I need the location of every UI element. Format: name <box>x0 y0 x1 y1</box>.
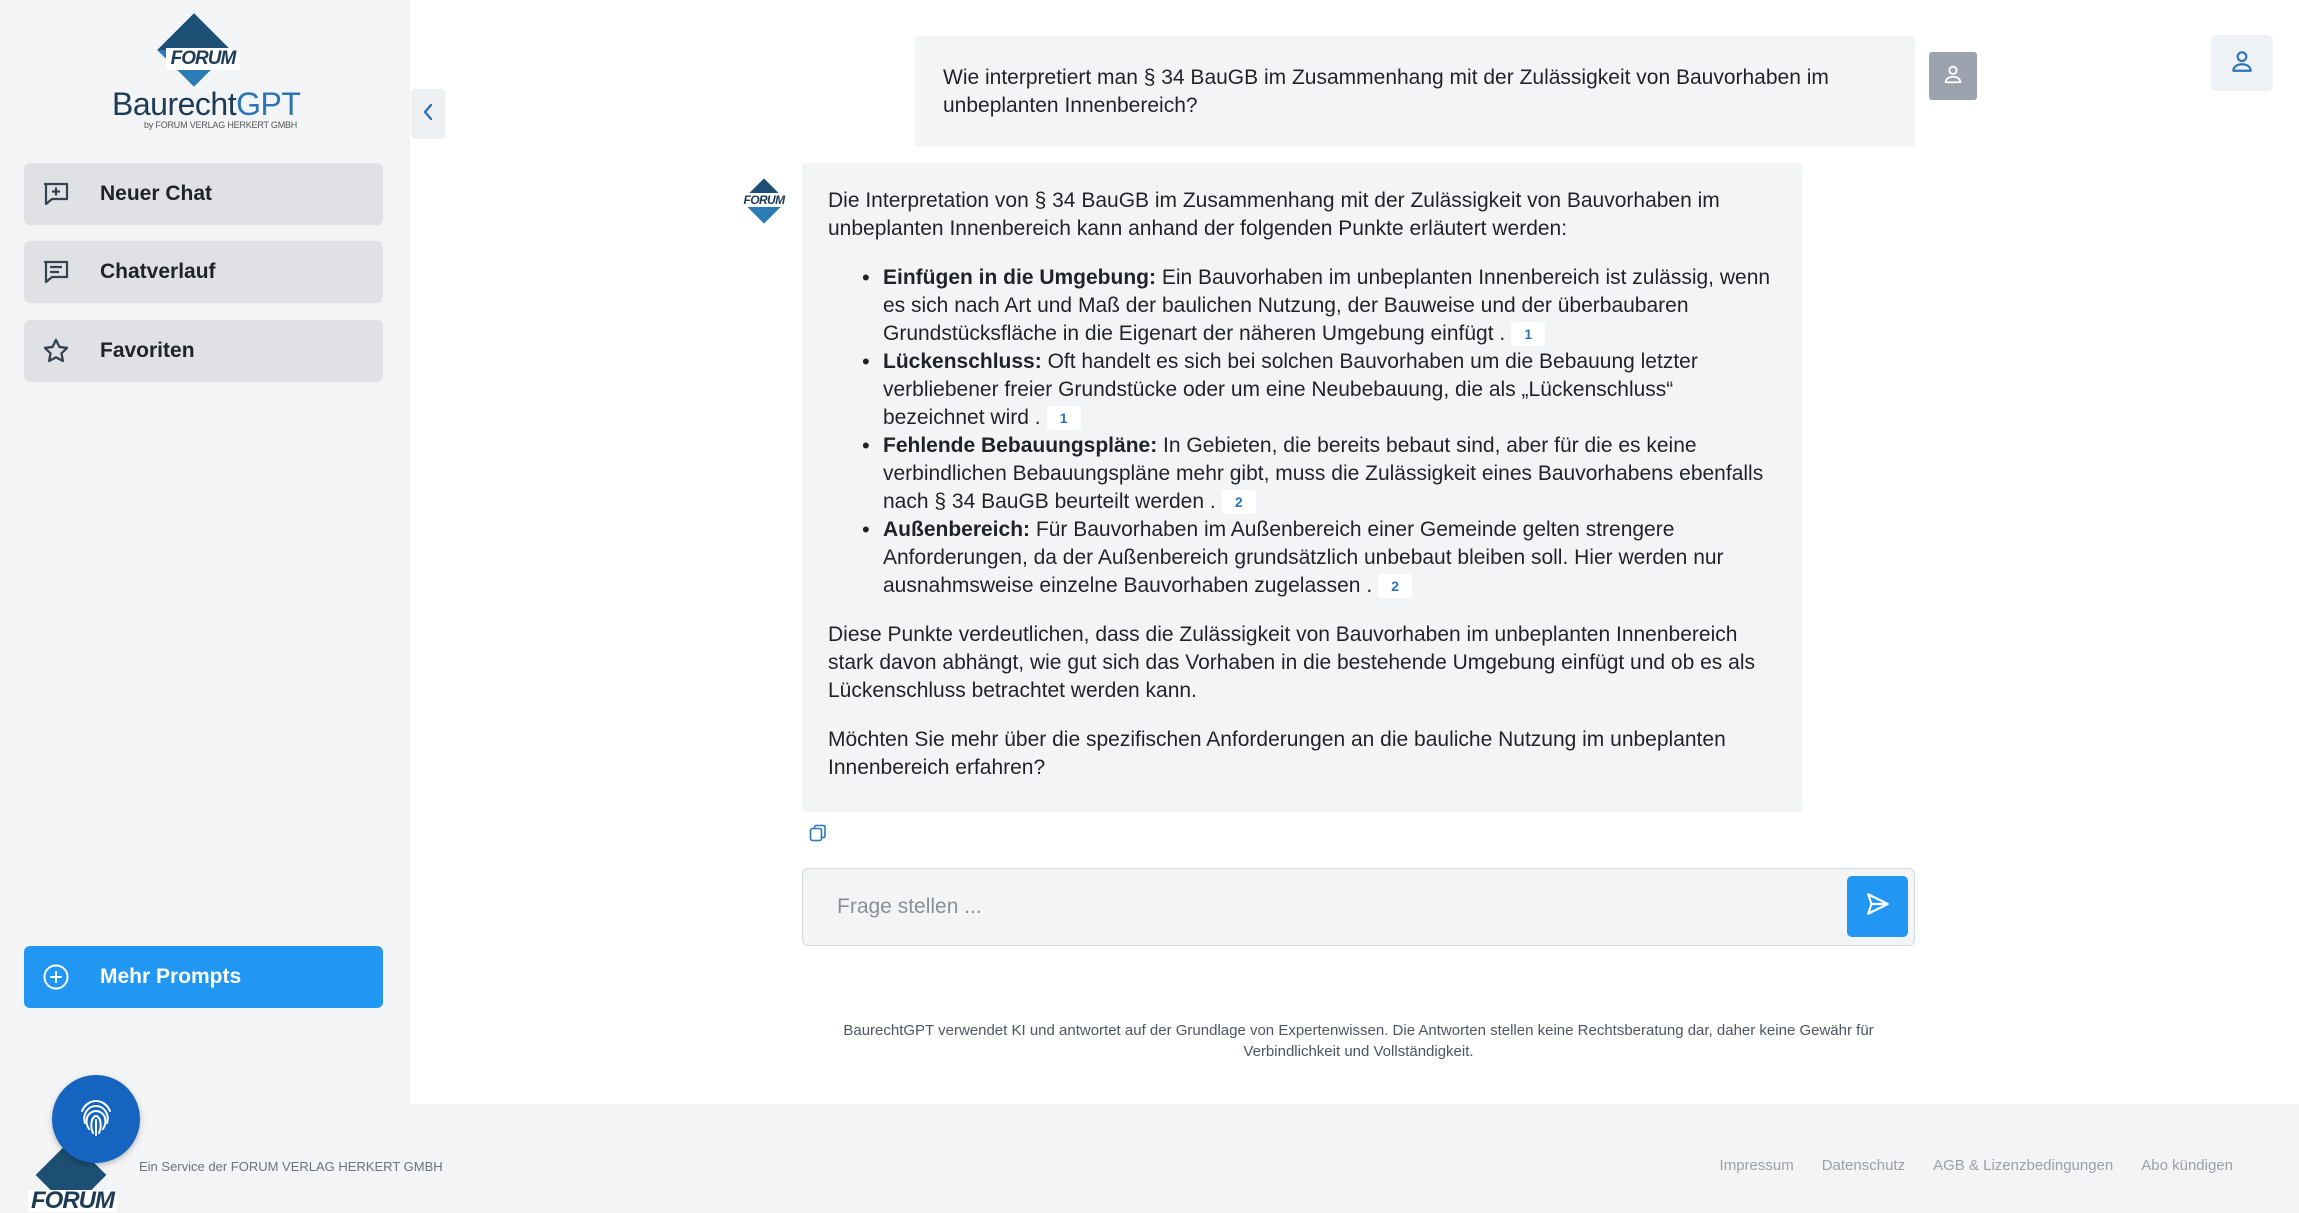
question-input[interactable] <box>837 888 1797 926</box>
user-message: Wie interpretiert man § 34 BauGB im Zusammenhang mit der Zulässigkeit von Bauvorhaben im unbeplanten Innenbereich? <box>915 36 1915 147</box>
assistant-message <box>802 163 1802 812</box>
composer <box>802 868 1915 946</box>
new-chat-label: Neuer Chat <box>100 182 213 205</box>
answer-intro: Die Interpretation von § 34 BauGB im Zusammenhang mit der Zulässigkeit von Bauvorhaben im unbeplanten Innenbereich kann anhand der folgenden Punkte erläutert werden: <box>828 189 1720 240</box>
new-chat-button[interactable] <box>24 163 383 225</box>
chevron-left-icon <box>421 102 435 127</box>
disclaimer-text: BaurechtGPT verwendet KI und antwortet auf der Grundlage von Expertenwissen. Die Antworten stellen keine Rechtsberatung dar, daher keine Gewähr für Verbindlichkeit und Vollständigkeit. <box>843 1022 1874 1060</box>
assistant-logo-mark: FORUM <box>741 193 787 207</box>
assistant-avatar <box>741 178 787 224</box>
user-icon <box>2229 48 2255 79</box>
copy-answer-button[interactable] <box>806 823 830 847</box>
footer-link-abo-kuendigen[interactable]: Abo kündigen <box>2141 1157 2233 1174</box>
copy-icon <box>808 823 828 848</box>
favorites-label: Favoriten <box>100 339 195 362</box>
chat-plus-icon <box>42 180 70 208</box>
answer-summary: Diese Punkte verdeutlichen, dass die Zulässigkeit von Bauvorhaben im unbeplanten Innenbereich stark davon abhängt, wie gut sich das Vorhaben in die bestehende Umgebung einfügt und ob es als Lückenschluss betrachtet werden kann. <box>828 623 1755 702</box>
chat-history-label: Chatverlauf <box>100 260 216 283</box>
chat-history-button[interactable] <box>24 241 383 303</box>
footer-link-datenschutz[interactable]: Datenschutz <box>1821 1157 1906 1174</box>
citation-link[interactable]: 2 <box>1378 574 1412 598</box>
account-button[interactable] <box>2211 35 2273 91</box>
answer-point: • Einfügen in die Umgebung: Ein Bauvorhaben im unbeplanten Innenbereich ist zulässig, wenn es sich nach Art und Maß der baulichen Nutzung, der Bauweise und der überbaubaren Grundstücksfläche in die Eigenart der näheren Umgebung einfügt . 1 <box>856 264 1776 348</box>
answer-points <box>856 264 1776 600</box>
send-icon <box>1865 891 1891 922</box>
more-prompts-button[interactable] <box>24 946 383 1008</box>
footer-logo-mark: FORUM <box>28 1190 117 1212</box>
app-name: BaurechtGPT <box>112 86 301 122</box>
answer-point: • Fehlende Bebauungspläne: In Gebieten, die bereits bebaut sind, aber für die es keine verbindlichen Bebauungspläne mehr gibt, muss die Zulässigkeit eines Bauvorhabens ebenfalls nach § 34 BauGB beurteilt werden . 2 <box>856 432 1776 516</box>
footer <box>0 1104 2299 1213</box>
footer-links <box>1720 1157 2233 1174</box>
citation-link[interactable]: 2 <box>1222 490 1256 514</box>
user-avatar <box>1929 52 1977 100</box>
chat-history-icon <box>42 258 70 286</box>
collapse-sidebar-button[interactable] <box>411 89 445 139</box>
citation-link[interactable]: 1 <box>1511 322 1545 346</box>
sidebar <box>0 0 410 1104</box>
more-prompts-label: Mehr Prompts <box>100 965 242 988</box>
user-avatar-icon <box>1942 63 1964 90</box>
footer-link-agb[interactable]: AGB & Lizenzbedingungen <box>1933 1157 2114 1174</box>
send-button[interactable] <box>1847 876 1908 937</box>
footer-link-impressum[interactable]: Impressum <box>1719 1157 1794 1174</box>
app-logo[interactable] <box>110 20 300 130</box>
logo-mark: FORUM <box>166 48 240 70</box>
citation-link[interactable]: 1 <box>1047 406 1081 430</box>
plus-circle-icon <box>42 963 70 991</box>
fingerprint-button[interactable] <box>52 1075 140 1163</box>
answer-followup: Möchten Sie mehr über die spezifischen Anforderungen an die bauliche Nutzung im unbeplanten Innenbereich erfahren? <box>828 728 1726 779</box>
answer-point: • Außenbereich: Für Bauvorhaben im Außenbereich einer Gemeinde gelten strengere Anforderungen, da der Außenbereich grundsätzlich unbebaut bleiben soll. Hier werden nur ausnahmsweise einzelne Bauvorhaben zugelassen . 2 <box>856 516 1776 600</box>
star-icon <box>42 337 70 365</box>
answer-point: • Lückenschluss: Oft handelt es sich bei solchen Bauvorhaben um die Bebauung letzter verbliebener freier Grundstücke oder um eine Neubebauung, die als „Lückenschluss“ bezeichnet wird . 1 <box>856 348 1776 432</box>
app-byline: by FORUM VERLAG HERKERT GMBH <box>144 120 298 130</box>
favorites-button[interactable] <box>24 320 383 382</box>
fingerprint-icon <box>72 1093 120 1146</box>
footer-service-text: Ein Service der FORUM VERLAG HERKERT GMBH <box>139 1159 443 1174</box>
